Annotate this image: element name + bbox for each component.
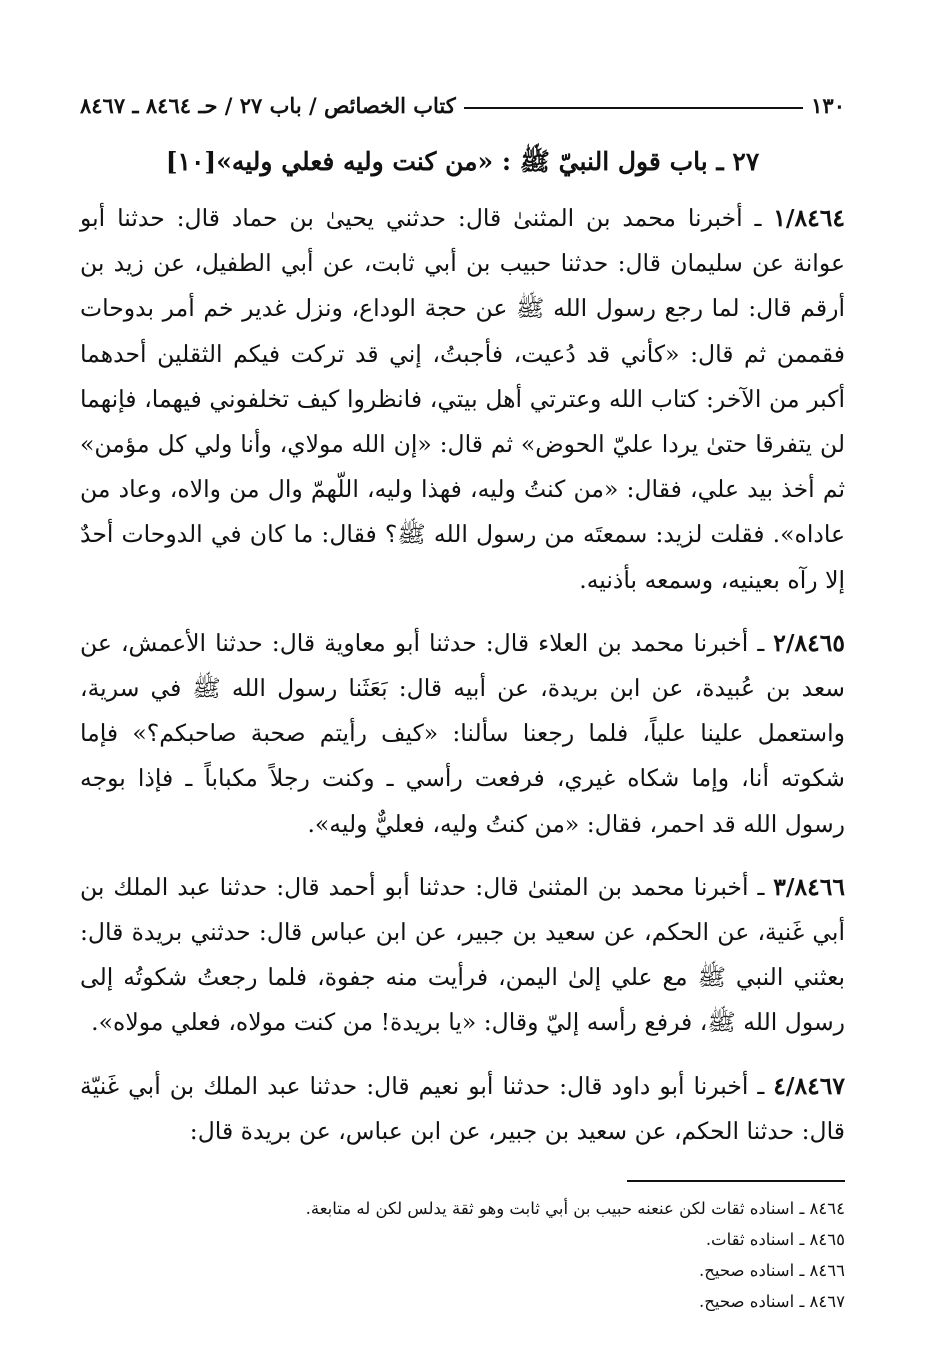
page-header	[80, 88, 845, 122]
chapter-title: ٢٧ ـ باب قول النبيّ ﷺ : «من كنت وليه فعلي وليه»[١٠]	[165, 147, 760, 176]
footnote: ٨٤٦٧ ـ اسناده صحيح.	[699, 1292, 845, 1311]
hadith-paragraph	[80, 865, 845, 1046]
running-title: كتاب الخصائص / باب ٢٧ / حـ ٨٤٦٤ ـ ٨٤٦٧	[80, 92, 456, 118]
hadith-body	[80, 196, 845, 1172]
footnote: ٨٤٦٤ ـ اسناده ثقات لكن عنعنه حبيب بن أبي ثابت وهو ثقة يدلس لكن له متابعة.	[305, 1199, 845, 1218]
hadith-number: ١/٨٤٦٤	[773, 204, 845, 232]
hadith-text: ـ أخبرنا محمد بن العلاء قال: حدثنا أبو معاوية قال: حدثنا الأعمش، عن سعد بن عُبيدة، عن ابن بريدة، عن أبيه قال: بَعَثَنا رسول الله ﷺ في سرية، واستعمل علينا علياً، فلما رجعنا سألنا: «كيف رأيتم صحبة صاحبكم؟» فإما شكوته أنا، وإما شكاه غيري، فرفعت رأسي ـ وكنت رجلاً مكباباً ـ فإذا بوجه رسول الله قد احمر، فقال: «من كنتُ وليه، فعليٌّ وليه».	[80, 628, 845, 838]
hadith-text: ـ أخبرنا محمد بن المثنىٰ قال: حدثني يحيىٰ بن حماد قال: حدثنا أبو عوانة عن سليمان قال: حدثنا حبيب بن أبي ثابت، عن أبي الطفيل، عن زيد بن أرقم قال: لما رجع رسول الله ﷺ عن حجة الوداع، ونزل غدير خم أمر بدوحات فقممن ثم قال: «كأني قد دُعيت، فأجبتُ، إني قد تركت فيكم الثقلين أحدهما أكبر من الآخر: كتاب الله وعترتي أهل بيتي، فانظروا كيف تخلفوني فيهما، فإنهما لن يتفرقا حتىٰ يردا عليّ الحوض» ثم قال: «إن الله مولاي، وأنا ولي كل مؤمن» ثم أخذ بيد علي، فقال: «من كنتُ وليه، فهذا وليه، اللّهمّ وال من والاه، وعاد من عاداه». فقلت لزيد: سمعتَه من رسول الله ﷺ؟ فقال: ما كان في الدوحات أحدٌ إلا رآه بعينيه، وسمعه بأذنيه.	[80, 204, 845, 594]
footnotes	[80, 1193, 845, 1317]
footnote: ٨٤٦٥ ـ اسناده ثقات.	[705, 1230, 845, 1249]
hadith-paragraph	[80, 196, 845, 603]
header-rule	[464, 107, 803, 109]
hadith-text: ـ أخبرنا محمد بن المثنىٰ قال: حدثنا أبو أحمد قال: حدثنا عبد الملك بن أبي غَنية، عن الحكم، عن سعيد بن جبير، عن ابن عباس قال: حدثني بريدة قال: بعثني النبي ﷺ مع علي إلىٰ اليمن، فرأيت منه جفوة، فلما رجعتُ شكوتُه إلى رسول الله ﷺ، فرفع رأسه إليّ وقال: «يا بريدة! من كنت مولاه، فعلي مولاه».	[80, 872, 845, 1037]
hadith-number: ٢/٨٤٦٥	[773, 628, 845, 657]
page-number: ١٣٠	[811, 92, 845, 118]
hadith-number: ٤/٨٤٦٧	[773, 1071, 845, 1100]
hadith-paragraph	[80, 1064, 845, 1154]
hadith-text: ـ أخبرنا أبو داود قال: حدثنا أبو نعيم قال: حدثنا عبد الملك بن أبي غَنيّة قال: حدثنا الحكم، عن سعيد بن جبير، عن ابن عباس، عن بريدة قال:	[80, 1071, 845, 1145]
footnote: ٨٤٦٦ ـ اسناده صحيح.	[699, 1261, 845, 1280]
hadith-paragraph	[80, 621, 845, 847]
hadith-number: ٣/٨٤٦٦	[773, 872, 845, 901]
footnote-separator	[627, 1180, 845, 1182]
